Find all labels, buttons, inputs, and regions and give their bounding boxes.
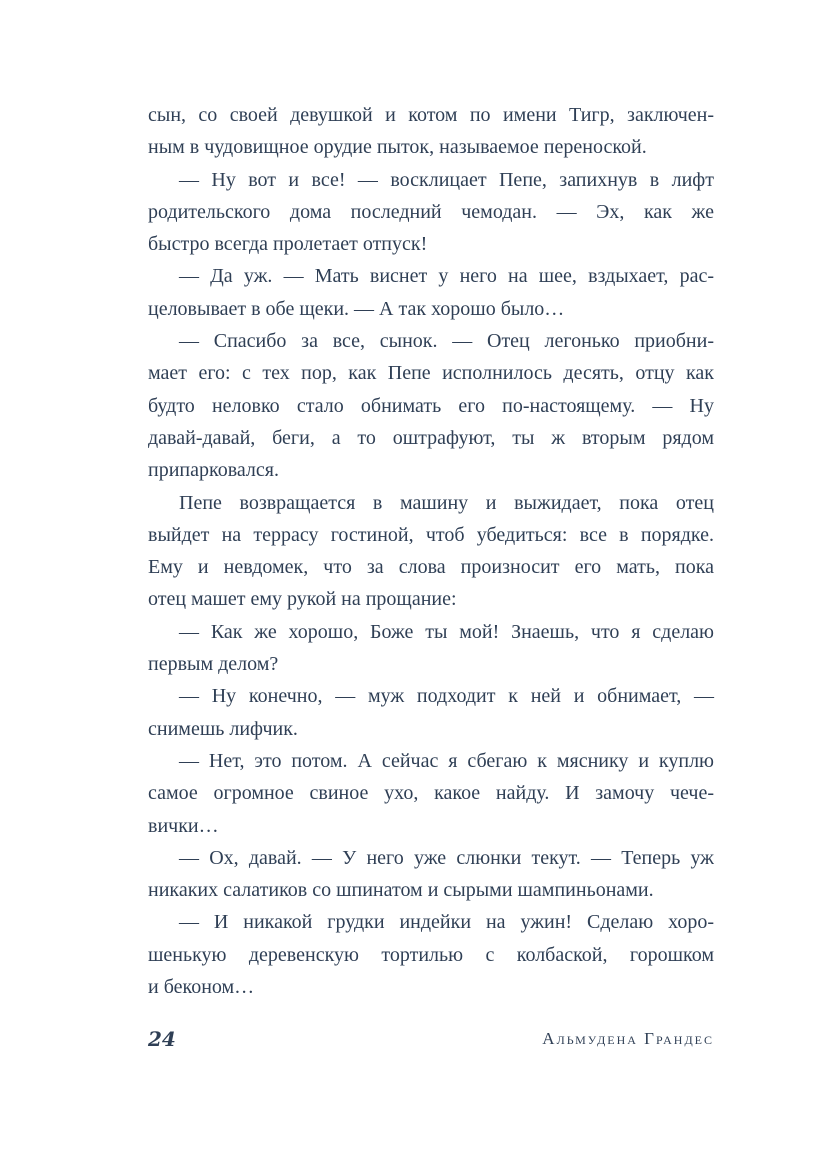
text-line: первым делом? <box>148 653 279 676</box>
running-head-author: Альмудена Грандес <box>542 1029 714 1048</box>
text-line: — И никакой грудки индейки на ужин! Сделаю хоро- <box>179 911 714 934</box>
text-line: самое огромное свиное ухо, какое найду. И замочу чече- <box>148 782 714 805</box>
text-line: — Ну конечно, — муж подходит к ней и обнимает, — <box>179 685 714 708</box>
text-line: мает его: с тех пор, как Пепе исполнилось десять, отцу как <box>148 362 714 385</box>
text-line: давай-давай, беги, а то оштрафуют, ты ж вторым рядом <box>148 426 714 449</box>
text-line: снимешь лифчик. <box>148 717 298 740</box>
text-line: и беконом… <box>148 976 255 999</box>
text-line: сын, со своей девушкой и котом по имени Тигр, заключен- <box>148 104 714 126</box>
text-line: ным в чудовищное орудие пыток, называемое переноской. <box>148 136 647 159</box>
text-line: — Спасибо за все, сынок. — Отец легонько приобни- <box>179 330 714 353</box>
text-line: будто неловко стало обнимать его по-настоящему. — Ну <box>148 394 714 417</box>
text-line: — Нет, это потом. А сейчас я сбегаю к мяснику и куплю <box>179 749 714 772</box>
text-line: Ему и невдомек, что за слова произносит его мать, пока <box>148 556 714 579</box>
text-line: Пепе возвращается в машину и выжидает, пока отец <box>179 491 714 514</box>
text-line: быстро всегда пролетает отпуск! <box>148 233 428 256</box>
text-line: — Да уж. — Мать виснет у него на шее, вздыхает, рас- <box>179 265 714 288</box>
text-line: никаких салатиков со шпинатом и сырыми шампиньонами. <box>148 879 654 902</box>
text-line: шенькую деревенскую тортилью с колбаской, горошком <box>148 943 714 966</box>
text-line: — Ох, давай. — У него уже слюнки текут. — Теперь уж <box>179 846 714 869</box>
page-footer <box>148 1023 714 1055</box>
body-text <box>148 99 714 1003</box>
text-line: припарковался. <box>148 459 279 482</box>
text-line: родительского дома последний чемодан. — Эх, как же <box>148 200 714 223</box>
page-number: 24 <box>148 1027 176 1051</box>
text-line: — Как же хорошо, Боже ты мой! Знаешь, что я сделаю <box>179 620 714 643</box>
text-line: целовывает в обе щеки. — А так хорошо было… <box>148 297 565 320</box>
text-line: отец машет ему рукой на прощание: <box>148 588 457 611</box>
text-line: выйдет на террасу гостиной, чтоб убедиться: все в порядке. <box>148 523 714 546</box>
text-line: — Ну вот и все! — восклицает Пепе, запихнув в лифт <box>179 168 714 191</box>
text-line: вички… <box>148 814 219 837</box>
